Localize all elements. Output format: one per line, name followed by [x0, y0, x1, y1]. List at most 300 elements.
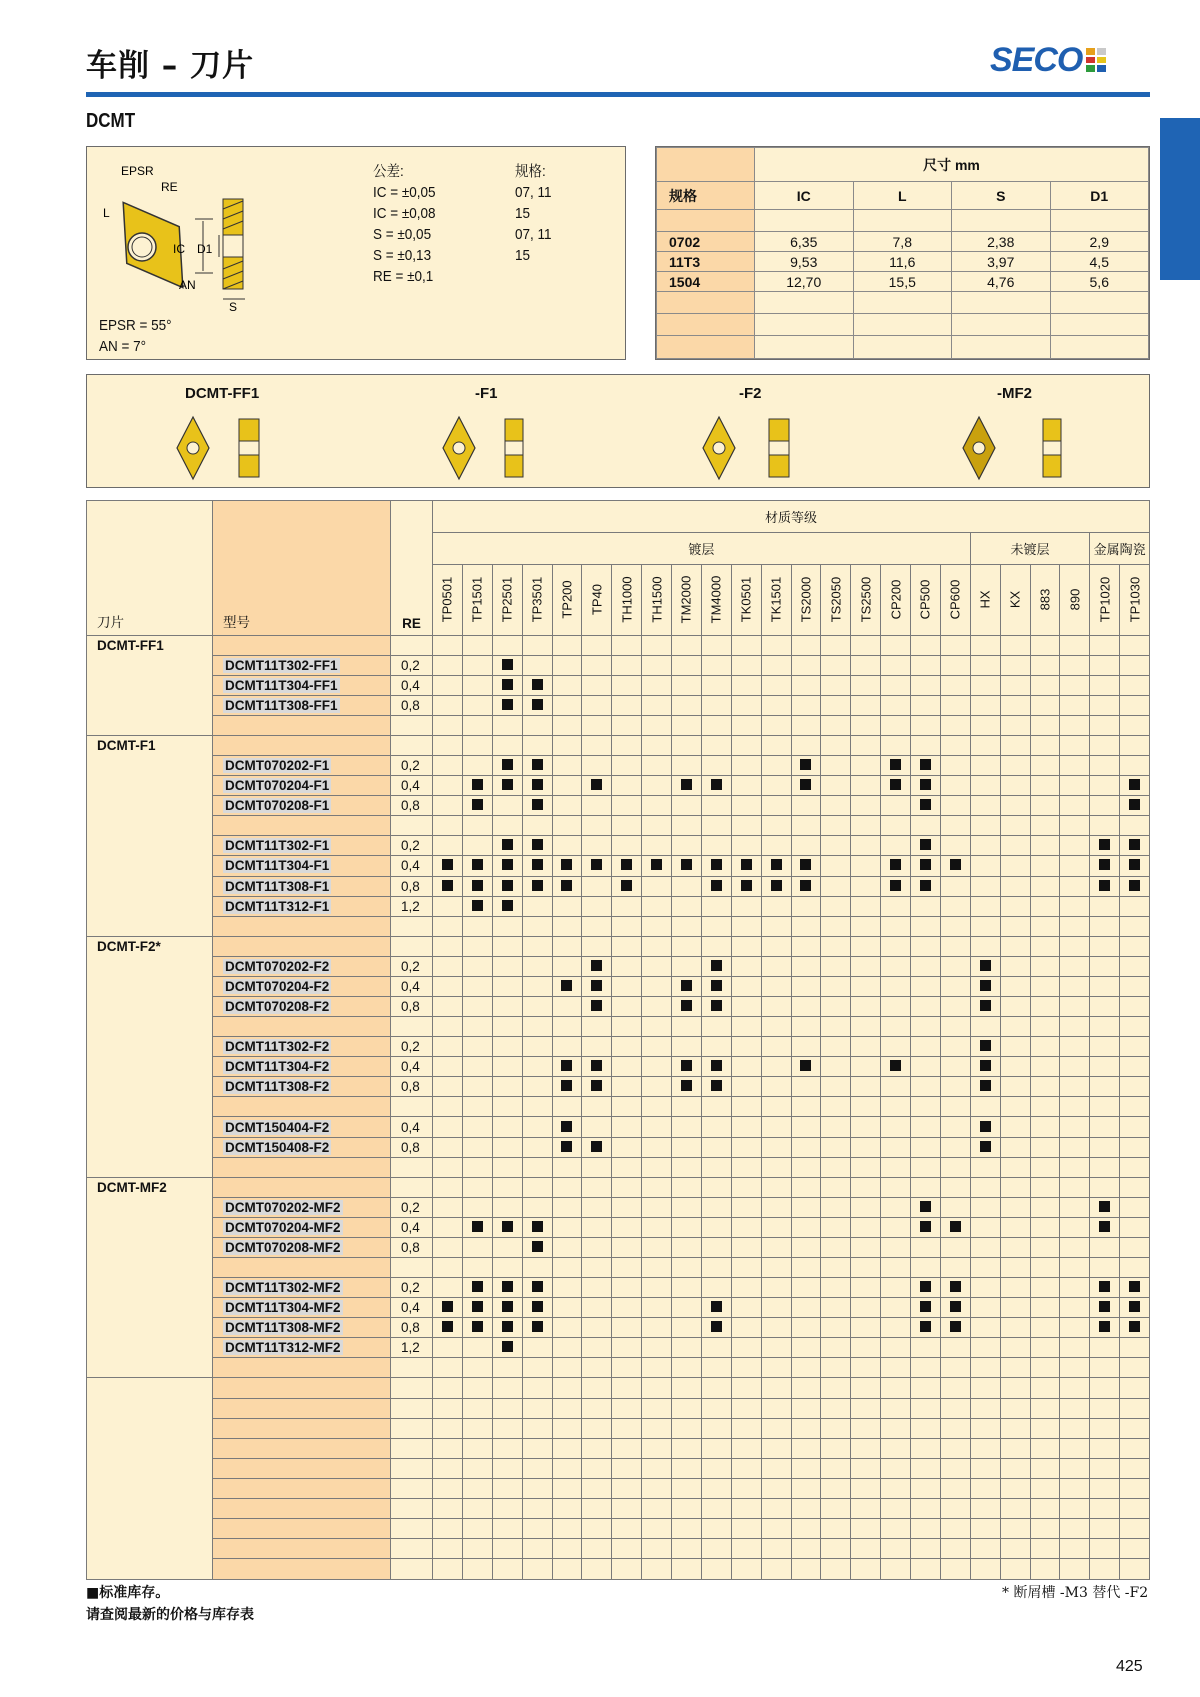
stock-mark [711, 1080, 722, 1091]
insert-label: -F1 [475, 385, 498, 402]
stock-mark [502, 659, 513, 670]
grade-header [433, 565, 463, 635]
grade-label: TP40 [589, 583, 605, 615]
dimensions-group-title: 尺寸 mm [755, 148, 1149, 182]
insert-group-label [87, 635, 213, 655]
grade-header [821, 565, 851, 635]
stock-mark [591, 859, 602, 870]
model-code: DCMT150404-F2 [225, 1119, 330, 1135]
stock-mark [711, 960, 722, 971]
grade-header [1090, 565, 1120, 635]
grade-table-container [86, 500, 1150, 1580]
re-cell: 0,2 [391, 1197, 433, 1217]
stock-mark [532, 859, 543, 870]
stock-mark [711, 880, 722, 891]
stock-mark [681, 1000, 692, 1011]
stock-mark [681, 1080, 692, 1091]
tolerance-item: S = ±0,05 [373, 226, 432, 243]
model-cell [213, 776, 391, 796]
stock-mark [472, 779, 483, 790]
stock-mark [711, 1060, 722, 1071]
re-cell: 0,8 [391, 1077, 433, 1097]
stock-mark [591, 779, 602, 790]
insert-group-name: DCMT-FF1 [97, 637, 164, 653]
model-header [213, 501, 391, 636]
re-cell: 0,2 [391, 655, 433, 675]
page-title: 车削 – 刀片 [86, 48, 255, 84]
re-cell: 0,8 [391, 876, 433, 896]
grade-label: TS2000 [798, 576, 814, 623]
stock-mark [950, 859, 961, 870]
model-code: DCMT11T312-MF2 [225, 1340, 341, 1356]
stock-mark [980, 1060, 991, 1071]
side-tab [1160, 118, 1200, 280]
stock-mark [800, 859, 811, 870]
dimensions-table [656, 147, 1149, 359]
grade-header [582, 565, 612, 635]
stock-mark [442, 1321, 453, 1332]
uncoated-header: 未镀层 [970, 533, 1090, 565]
grade-label: TP1020 [1097, 576, 1113, 623]
stock-mark [771, 859, 782, 870]
stock-mark [1129, 880, 1140, 891]
re-cell: 0,2 [391, 836, 433, 856]
stock-mark [532, 1281, 543, 1292]
model-cell [213, 1037, 391, 1057]
stock-mark [950, 1221, 961, 1232]
stock-mark [741, 880, 752, 891]
stock-mark [950, 1301, 961, 1312]
grade-header [1120, 565, 1150, 635]
stock-mark [711, 1000, 722, 1011]
stock-mark [920, 839, 931, 850]
spec-heading: 规格: [515, 163, 546, 180]
grade-label: TS2500 [858, 576, 874, 623]
stock-mark [532, 880, 543, 891]
stock-mark [1099, 1301, 1110, 1312]
stock-mark [472, 880, 483, 891]
stock-mark [980, 1080, 991, 1091]
model-code: DCMT11T302-MF2 [225, 1280, 341, 1296]
dim-cell: 4,76 [952, 272, 1051, 292]
grade-header [970, 565, 1000, 635]
stock-mark [920, 859, 931, 870]
stock-mark [532, 1301, 543, 1312]
stock-mark [681, 859, 692, 870]
grade-header [1060, 565, 1090, 635]
stock-mark [711, 980, 722, 991]
dim-cell: 11,6 [853, 252, 952, 272]
model-code: DCMT11T304-FF1 [225, 677, 338, 693]
stock-mark [591, 1060, 602, 1071]
insert-geometries-panel [86, 374, 1150, 488]
spec-item: 07, 11 [515, 226, 552, 243]
stock-mark [800, 779, 811, 790]
re-cell: 0,2 [391, 1037, 433, 1057]
model-header-label: 型号 [223, 614, 250, 630]
re-cell: 0,8 [391, 1137, 433, 1157]
stock-mark [532, 799, 543, 810]
model-code: DCMT11T302-FF1 [225, 657, 338, 673]
tolerance-item: IC = ±0,05 [373, 184, 436, 201]
stock-mark [800, 759, 811, 770]
grade-header [552, 565, 582, 635]
stock-mark [1099, 1281, 1110, 1292]
stock-mark [1129, 859, 1140, 870]
grade-label: TP0501 [439, 576, 455, 623]
stock-mark [532, 1321, 543, 1332]
stock-mark [1129, 1321, 1140, 1332]
col-header-ic: IC [755, 182, 854, 210]
re-cell: 0,4 [391, 1298, 433, 1318]
grade-group-header: 材质等级 [433, 501, 1150, 533]
col-header-d1: D1 [1050, 182, 1149, 210]
model-code: DCMT070204-F1 [225, 778, 330, 794]
insert-group-label [87, 735, 213, 755]
stock-mark [621, 859, 632, 870]
stock-mark [532, 759, 543, 770]
stock-mark [741, 859, 752, 870]
stock-mark [502, 699, 513, 710]
model-cell [213, 896, 391, 916]
grade-header [462, 565, 492, 635]
re-cell: 0,2 [391, 956, 433, 976]
stock-mark [980, 960, 991, 971]
stock-mark [502, 859, 513, 870]
grade-label: TM4000 [708, 575, 724, 624]
re-cell: 0,4 [391, 776, 433, 796]
stock-mark [980, 1000, 991, 1011]
dim-cell: 3,97 [952, 252, 1051, 272]
grade-label: 883 [1037, 588, 1053, 611]
grade-header [642, 565, 672, 635]
spec-list [515, 161, 556, 266]
dim-cell: 9,53 [755, 252, 854, 272]
grade-label: TH1500 [649, 576, 665, 623]
stock-mark [591, 1080, 602, 1091]
logo-text: SECO [990, 40, 1083, 79]
insert-f2-icon [699, 415, 819, 481]
stock-mark [472, 1321, 483, 1332]
re-cell: 1,2 [391, 1338, 433, 1358]
model-cell [213, 1197, 391, 1217]
stock-legend: ■标准库存。 [86, 1585, 170, 1601]
model-cell [213, 1318, 391, 1338]
price-note: 请查阅最新的价格与库存表 [86, 1607, 254, 1623]
dim-cell: 6,35 [755, 232, 854, 252]
spec-item: 15 [515, 247, 531, 264]
dim-cell: 2,9 [1050, 232, 1149, 252]
stock-mark [472, 859, 483, 870]
re-cell: 0,4 [391, 1117, 433, 1137]
d1-label: D1 [197, 242, 213, 256]
stock-mark [711, 779, 722, 790]
grade-label: CP600 [947, 579, 963, 620]
model-code: DCMT11T302-F2 [225, 1039, 330, 1055]
stock-mark [472, 1301, 483, 1312]
model-cell [213, 836, 391, 856]
logo-mark-icon [1086, 48, 1106, 72]
stock-mark [1099, 1201, 1110, 1212]
tolerance-heading: 公差: [373, 163, 404, 180]
footnote: * 断屑槽 -M3 替代 -F2 [1002, 1585, 1149, 1601]
model-code: DCMT11T302-F1 [225, 838, 330, 854]
re-cell: 0,2 [391, 756, 433, 776]
model-cell [213, 956, 391, 976]
stock-mark [472, 1281, 483, 1292]
stock-mark [1129, 1281, 1140, 1292]
stock-mark [950, 1321, 961, 1332]
stock-mark [532, 839, 543, 850]
model-code: DCMT11T308-FF1 [225, 697, 338, 713]
model-code: DCMT070208-F2 [225, 999, 330, 1015]
stock-mark [502, 759, 513, 770]
stock-mark [950, 1281, 961, 1292]
size-cell: 1504 [657, 272, 755, 292]
re-cell: 0,4 [391, 1057, 433, 1077]
model-code: DCMT11T308-MF2 [225, 1320, 341, 1336]
model-cell [213, 675, 391, 695]
model-cell [213, 796, 391, 816]
insert-group-label [87, 1177, 213, 1197]
re-cell: 0,4 [391, 675, 433, 695]
model-cell [213, 1237, 391, 1257]
re-header [391, 501, 433, 636]
stock-mark [561, 859, 572, 870]
stock-mark [980, 1141, 991, 1152]
dim-cell: 12,70 [755, 272, 854, 292]
dim-cell: 7,8 [853, 232, 952, 252]
tolerance-item: RE = ±0,1 [373, 268, 434, 285]
stock-mark [1099, 1321, 1110, 1332]
model-code: DCMT11T304-MF2 [225, 1300, 341, 1316]
model-cell [213, 856, 391, 876]
re-cell: 0,8 [391, 1318, 433, 1338]
model-cell [213, 1077, 391, 1097]
col-header-l: L [853, 182, 952, 210]
stock-mark [472, 799, 483, 810]
model-code: DCMT070204-F2 [225, 978, 330, 994]
dim-cell: 15,5 [853, 272, 952, 292]
stock-mark [561, 1080, 572, 1091]
re-cell: 0,8 [391, 1237, 433, 1257]
seco-logo [990, 40, 1106, 79]
re-cell: 0,8 [391, 796, 433, 816]
insert-mf2-icon [959, 415, 1079, 481]
grade-label: HX [977, 590, 993, 609]
grade-label: TM2000 [678, 575, 694, 624]
grade-header [612, 565, 642, 635]
stock-mark [1099, 880, 1110, 891]
l-label: L [103, 206, 110, 220]
model-code: DCMT070202-F1 [225, 758, 330, 774]
grade-label: CP500 [917, 579, 933, 620]
stock-mark [980, 1040, 991, 1051]
section-title: DCMT [86, 110, 136, 132]
model-code: DCMT070202-MF2 [225, 1199, 341, 1215]
re-cell: 0,2 [391, 1278, 433, 1298]
grade-label: 890 [1067, 588, 1083, 611]
stock-mark [532, 779, 543, 790]
grade-label: TS2050 [828, 576, 844, 623]
stock-mark [502, 1301, 513, 1312]
stock-mark [502, 1341, 513, 1352]
re-cell: 0,8 [391, 695, 433, 715]
model-cell [213, 876, 391, 896]
grade-label: TP1030 [1127, 576, 1143, 623]
page-number: 425 [1116, 1658, 1143, 1675]
grade-header [492, 565, 522, 635]
model-cell [213, 976, 391, 996]
grade-label: TP1501 [469, 576, 485, 623]
size-cell: 11T3 [657, 252, 755, 272]
stock-mark [1129, 1301, 1140, 1312]
stock-mark [1129, 799, 1140, 810]
grade-header [731, 565, 761, 635]
model-code: DCMT150408-F2 [225, 1139, 330, 1155]
grade-table [86, 500, 1150, 1580]
stock-mark [502, 679, 513, 690]
stock-mark [502, 1281, 513, 1292]
grade-label: KX [1007, 590, 1023, 609]
stock-mark [681, 980, 692, 991]
model-cell [213, 655, 391, 675]
stock-mark [890, 880, 901, 891]
stock-mark [442, 880, 453, 891]
size-header: 规格 [657, 182, 755, 210]
dim-cell: 4,5 [1050, 252, 1149, 272]
stock-mark [621, 880, 632, 891]
stock-mark [472, 900, 483, 911]
grade-header [851, 565, 881, 635]
stock-mark [591, 980, 602, 991]
coated-header: 镀层 [433, 533, 971, 565]
grade-header [881, 565, 911, 635]
model-code: DCMT070208-MF2 [225, 1239, 341, 1255]
re-cell: 1,2 [391, 896, 433, 916]
stock-mark [711, 1321, 722, 1332]
stock-mark [561, 1141, 572, 1152]
stock-mark [651, 859, 662, 870]
model-cell [213, 1278, 391, 1298]
s-label: S [229, 300, 238, 311]
model-cell [213, 1137, 391, 1157]
stock-mark [1129, 839, 1140, 850]
stock-mark [561, 980, 572, 991]
stock-mark [920, 1201, 931, 1212]
stock-mark [502, 1221, 513, 1232]
stock-mark [920, 799, 931, 810]
stock-mark [800, 1060, 811, 1071]
stock-mark [472, 1221, 483, 1232]
stock-mark [561, 880, 572, 891]
epsr-note: EPSR = 55° [99, 317, 172, 334]
grade-label: TH1000 [619, 576, 635, 623]
re-label: RE [161, 180, 178, 194]
dim-cell: 2,38 [952, 232, 1051, 252]
stock-mark [890, 779, 901, 790]
stock-mark [920, 1321, 931, 1332]
stock-mark [591, 1000, 602, 1011]
stock-mark [890, 1060, 901, 1071]
grade-header [791, 565, 821, 635]
stock-mark [591, 960, 602, 971]
stock-mark [502, 900, 513, 911]
stock-mark [502, 779, 513, 790]
stock-mark [800, 880, 811, 891]
stock-mark [502, 1321, 513, 1332]
tolerance-panel [86, 146, 626, 360]
re-cell: 0,8 [391, 997, 433, 1017]
insert-group-name: DCMT-F2* [97, 939, 161, 955]
tolerance-item: S = ±0,13 [373, 247, 432, 264]
stock-mark [890, 759, 901, 770]
model-code: DCMT11T308-F1 [225, 878, 330, 894]
tolerance-item: IC = ±0,08 [373, 205, 436, 222]
stock-mark [980, 980, 991, 991]
grade-header [761, 565, 791, 635]
tolerance-list [373, 161, 443, 287]
grade-header [911, 565, 941, 635]
ic-label: IC [173, 242, 185, 256]
stock-mark [1099, 1221, 1110, 1232]
model-code: DCMT070204-MF2 [225, 1219, 341, 1235]
stock-mark [920, 759, 931, 770]
stock-mark [1099, 859, 1110, 870]
stock-mark [711, 859, 722, 870]
insert-header-label: 刀片 [97, 614, 124, 630]
model-code: DCMT070208-F1 [225, 798, 330, 814]
model-code: DCMT070202-F2 [225, 958, 330, 974]
stock-mark [920, 1281, 931, 1292]
insert-ff1-icon [173, 415, 293, 481]
model-code: DCMT11T312-F1 [225, 898, 330, 914]
model-code: DCMT11T304-F2 [225, 1059, 330, 1075]
insert-group-label [87, 936, 213, 956]
stock-mark [502, 839, 513, 850]
dimensions-panel [655, 146, 1150, 360]
model-code: DCMT11T308-F2 [225, 1079, 330, 1095]
grade-label: TK0501 [738, 576, 754, 623]
model-code: DCMT11T304-F1 [225, 858, 330, 874]
stock-mark [442, 859, 453, 870]
stock-mark [532, 1221, 543, 1232]
footer-legend [86, 1582, 254, 1626]
stock-mark [561, 1121, 572, 1132]
grade-header [672, 565, 702, 635]
model-cell [213, 695, 391, 715]
spec-item: 15 [515, 205, 531, 222]
stock-mark [681, 779, 692, 790]
stock-mark [711, 1301, 722, 1312]
stock-mark [920, 1221, 931, 1232]
stock-mark [1129, 779, 1140, 790]
stock-mark [442, 1301, 453, 1312]
grade-header [1000, 565, 1030, 635]
grade-label: TP2501 [499, 576, 515, 623]
re-cell: 0,4 [391, 976, 433, 996]
stock-mark [920, 779, 931, 790]
grade-header [522, 565, 552, 635]
insert-group-name: DCMT-F1 [97, 738, 156, 754]
header-rule [86, 92, 1150, 97]
an-label: AN [179, 278, 196, 292]
insert-label: DCMT-FF1 [185, 385, 260, 402]
col-header-s: S [952, 182, 1051, 210]
grade-header [701, 565, 731, 635]
model-cell [213, 756, 391, 776]
grade-label: TP3501 [529, 576, 545, 623]
